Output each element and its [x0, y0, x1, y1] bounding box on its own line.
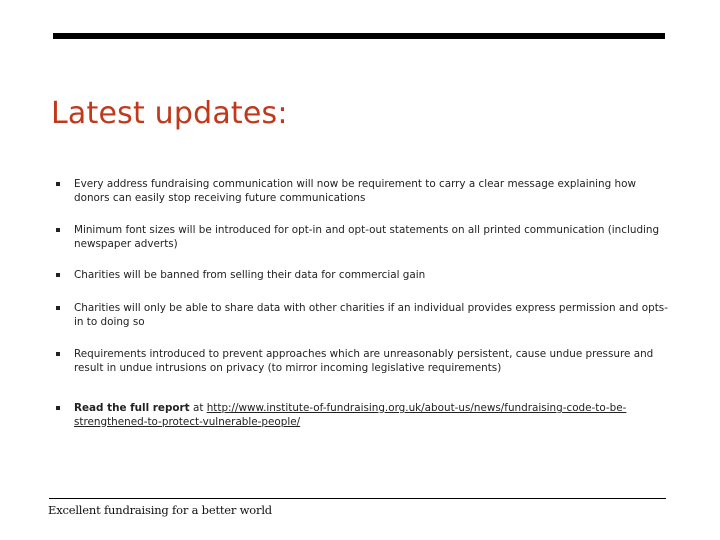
bullet-marker-icon [56, 228, 60, 232]
bullet-text: Every address fundraising communication will now be requirement to carry a clear message explaining how donors can easily stop receiving future communications [74, 178, 636, 204]
report-link[interactable]: http://www.institute-of-fundraising.org.uk/about-us/news/fundraising-code-to-be-strengthened-to-protect-vulnerable-people/ [74, 402, 627, 428]
footer-divider [49, 498, 666, 499]
top-divider [53, 33, 665, 39]
slide-title: Latest updates: [51, 96, 288, 131]
bullet-text: Charities will only be able to share data with other charities if an individual provides express permission and opts-in to doing so [74, 302, 668, 328]
report-connector: at [189, 402, 207, 414]
report-label: Read the full report [74, 402, 190, 414]
bullet-text: Minimum font sizes will be introduced for opt-in and opt-out statements on all printed communication (including newspaper adverts) [74, 224, 660, 250]
bullet-marker-icon [56, 273, 60, 277]
bullet-text: Charities will be banned from selling their data for commercial gain [74, 269, 426, 281]
report-text [74, 402, 674, 429]
bullet-marker-icon [56, 406, 60, 410]
bullet-marker-icon [56, 352, 60, 356]
bullet-marker-icon [56, 182, 60, 186]
bullet-text: Requirements introduced to prevent approaches which are unreasonably persistent, cause undue pressure and result in undue intrusions on privacy (to mirror incoming legislative requirements) [74, 348, 654, 374]
bullet-marker-icon [56, 306, 60, 310]
footer-tagline: Excellent fundraising for a better world [48, 503, 272, 517]
